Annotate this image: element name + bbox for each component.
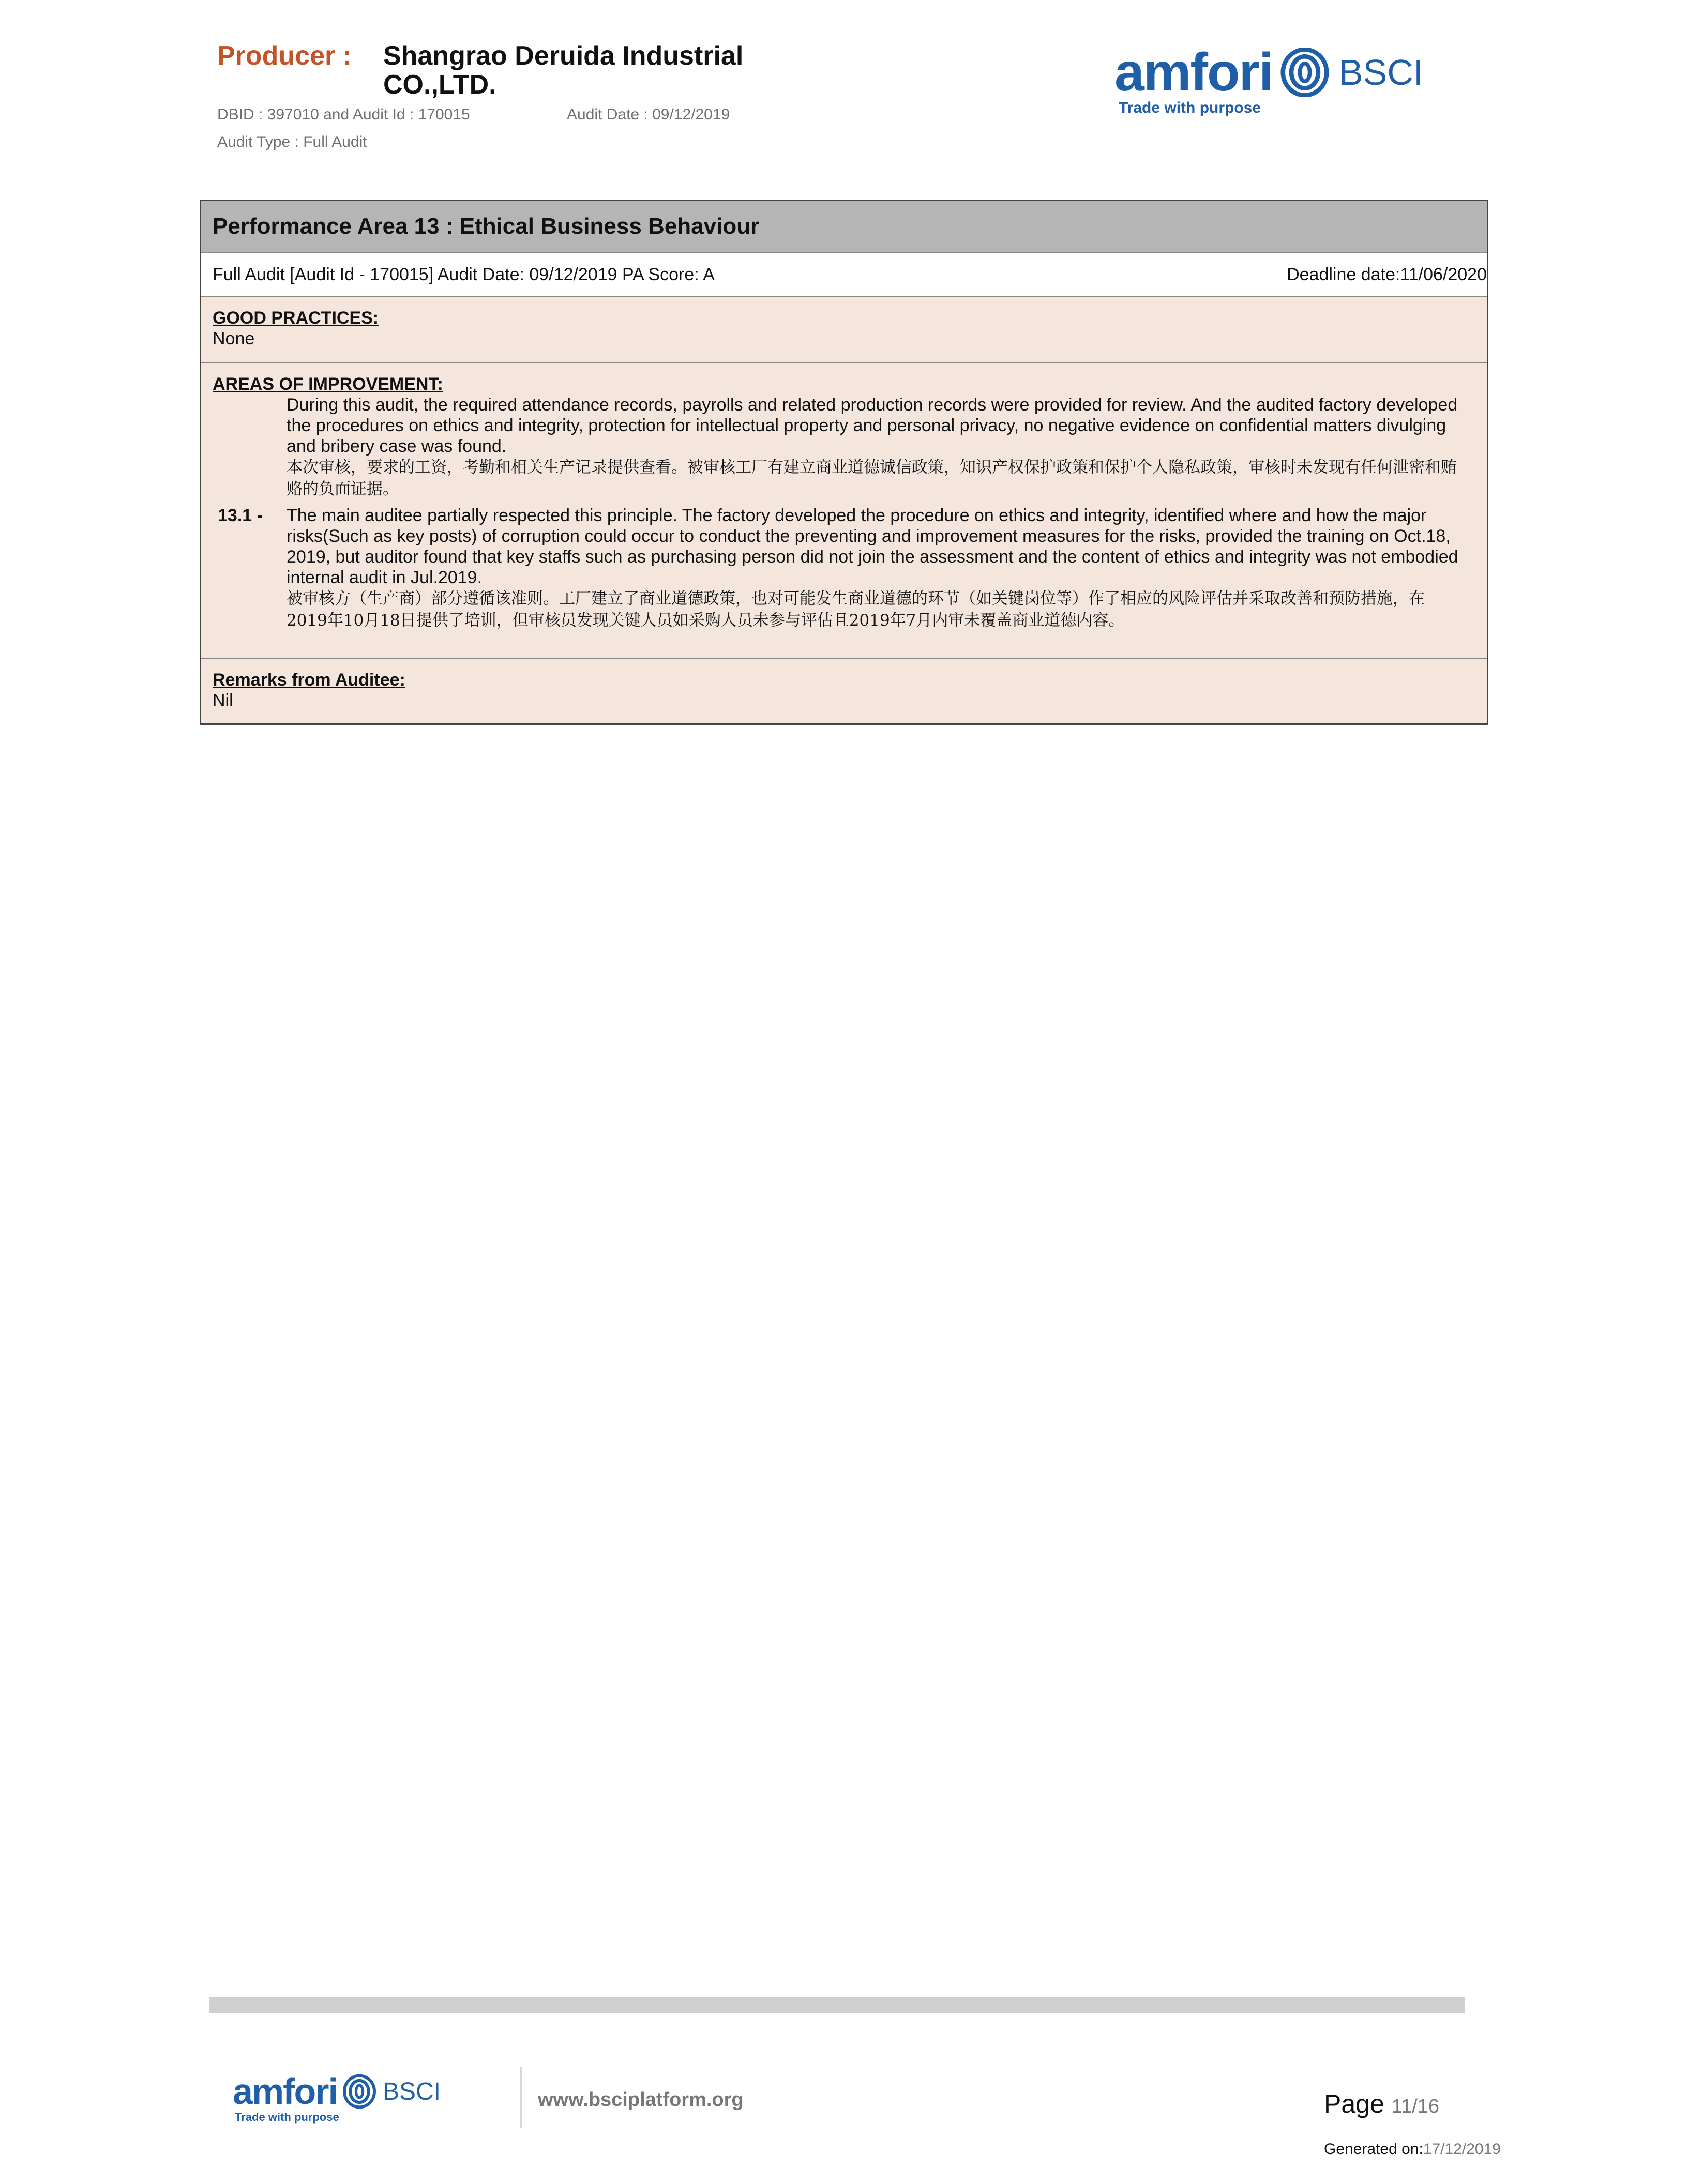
- areas-of-improvement-heading: AREAS OF IMPROVEMENT:: [213, 374, 443, 394]
- footer-vertical-divider: [520, 2067, 522, 2128]
- areas-of-improvement-row: [201, 363, 1487, 659]
- page-indicator: [1324, 2089, 1439, 2119]
- deadline-date: Deadline date:11/06/2020: [1287, 264, 1487, 284]
- generated-label: Generated on:: [1324, 2141, 1423, 2158]
- logo-bsci: BSCI: [1338, 52, 1424, 93]
- page-label: Page: [1324, 2089, 1384, 2118]
- areas-intro-english: During this audit, the required attendance records, payrolls and related production records were provided for review. And the audited factory developed the procedures on ethics and integrity, protection for intellectual property and personal privacy, no negative evidence on confidential matters divulging and bribery case was found.: [287, 395, 1458, 456]
- good-practices-value: None: [213, 329, 255, 348]
- producer-name: [383, 41, 797, 99]
- generated-date: 17/12/2019: [1423, 2141, 1501, 2158]
- footer-amfori-bsci-logo: [233, 2071, 441, 2124]
- logo-tagline: Trade with purpose: [1119, 99, 1261, 116]
- amfori-bsci-logo: [1114, 42, 1424, 116]
- footer-logo-wordmark: amfori: [233, 2071, 337, 2112]
- footer-logo-tagline: Trade with purpose: [235, 2111, 339, 2124]
- amfori-ring-icon: [1280, 48, 1330, 97]
- remarks-value: Nil: [213, 691, 233, 710]
- remarks-heading: Remarks from Auditee:: [213, 670, 405, 690]
- finding-english: The main auditee partially respected this principle. The factory developed the procedure on ethics and integrity, identified where and how the major risks(Such as key posts) of corruption could occur to conduct the preventing and improvement measures for the risks, provided the training on Oct.18, 2019, but auditor found that key staffs such as purchasing person did not join the assessment and the content of ethics and integrity was not embodied internal audit in Jul.2019.: [287, 506, 1458, 587]
- good-practices-row: [201, 297, 1487, 363]
- footer-divider-bar: [209, 1997, 1465, 2013]
- dbid-audit-id: DBID : 397010 and Audit Id : 170015: [217, 106, 470, 123]
- page-number: 11/16: [1391, 2096, 1439, 2117]
- footer-website-link[interactable]: www.bsciplatform.org: [538, 2089, 744, 2111]
- areas-intro-chinese: 本次审核，要求的工资，考勤和相关生产记录提供查看。被审核工厂有建立商业道德诚信政策，知识产权保护政策和保护个人隐私政策，审核时未发现有任何泄密和贿赂的负面证据。: [287, 458, 1457, 498]
- section-title-row: [201, 201, 1487, 253]
- generated-on: [1324, 2141, 1501, 2158]
- good-practices-heading: GOOD PRACTICES:: [213, 308, 379, 328]
- producer-name-line1: Shangrao Deruida Industrial: [383, 41, 744, 71]
- section-title: Performance Area 13 : Ethical Business Behaviour: [213, 214, 760, 239]
- remarks-row: [201, 659, 1487, 723]
- audit-info-row: [201, 253, 1487, 297]
- audit-type: Audit Type : Full Audit: [217, 133, 367, 150]
- footer-logo-bsci: BSCI: [382, 2077, 441, 2105]
- finding-number: 13.1 -: [218, 506, 263, 525]
- finding-text: [287, 505, 1465, 631]
- logo-wordmark: amfori: [1114, 42, 1273, 102]
- producer-name-line2: CO.,LTD.: [383, 70, 496, 100]
- audit-info: Full Audit [Audit Id - 170015] Audit Date: 09/12/2019 PA Score: A: [213, 264, 715, 284]
- audit-date: Audit Date : 09/12/2019: [567, 106, 730, 123]
- finding-item: [213, 505, 1475, 631]
- producer-label: Producer :: [217, 41, 352, 71]
- finding-chinese: 被审核方（生产商）部分遵循该准则。工厂建立了商业道德政策，也对可能发生商业道德的环节（如关键岗位等）作了相应的风险评估并采取改善和预防措施，在2019年10月18日提供了培训，但审核员发现关键人员如采购人员未参与评估且2019年7月内审未覆盖商业道德内容。: [287, 589, 1425, 630]
- performance-area-table: [200, 200, 1488, 725]
- footer-amfori-ring-icon: [342, 2074, 376, 2109]
